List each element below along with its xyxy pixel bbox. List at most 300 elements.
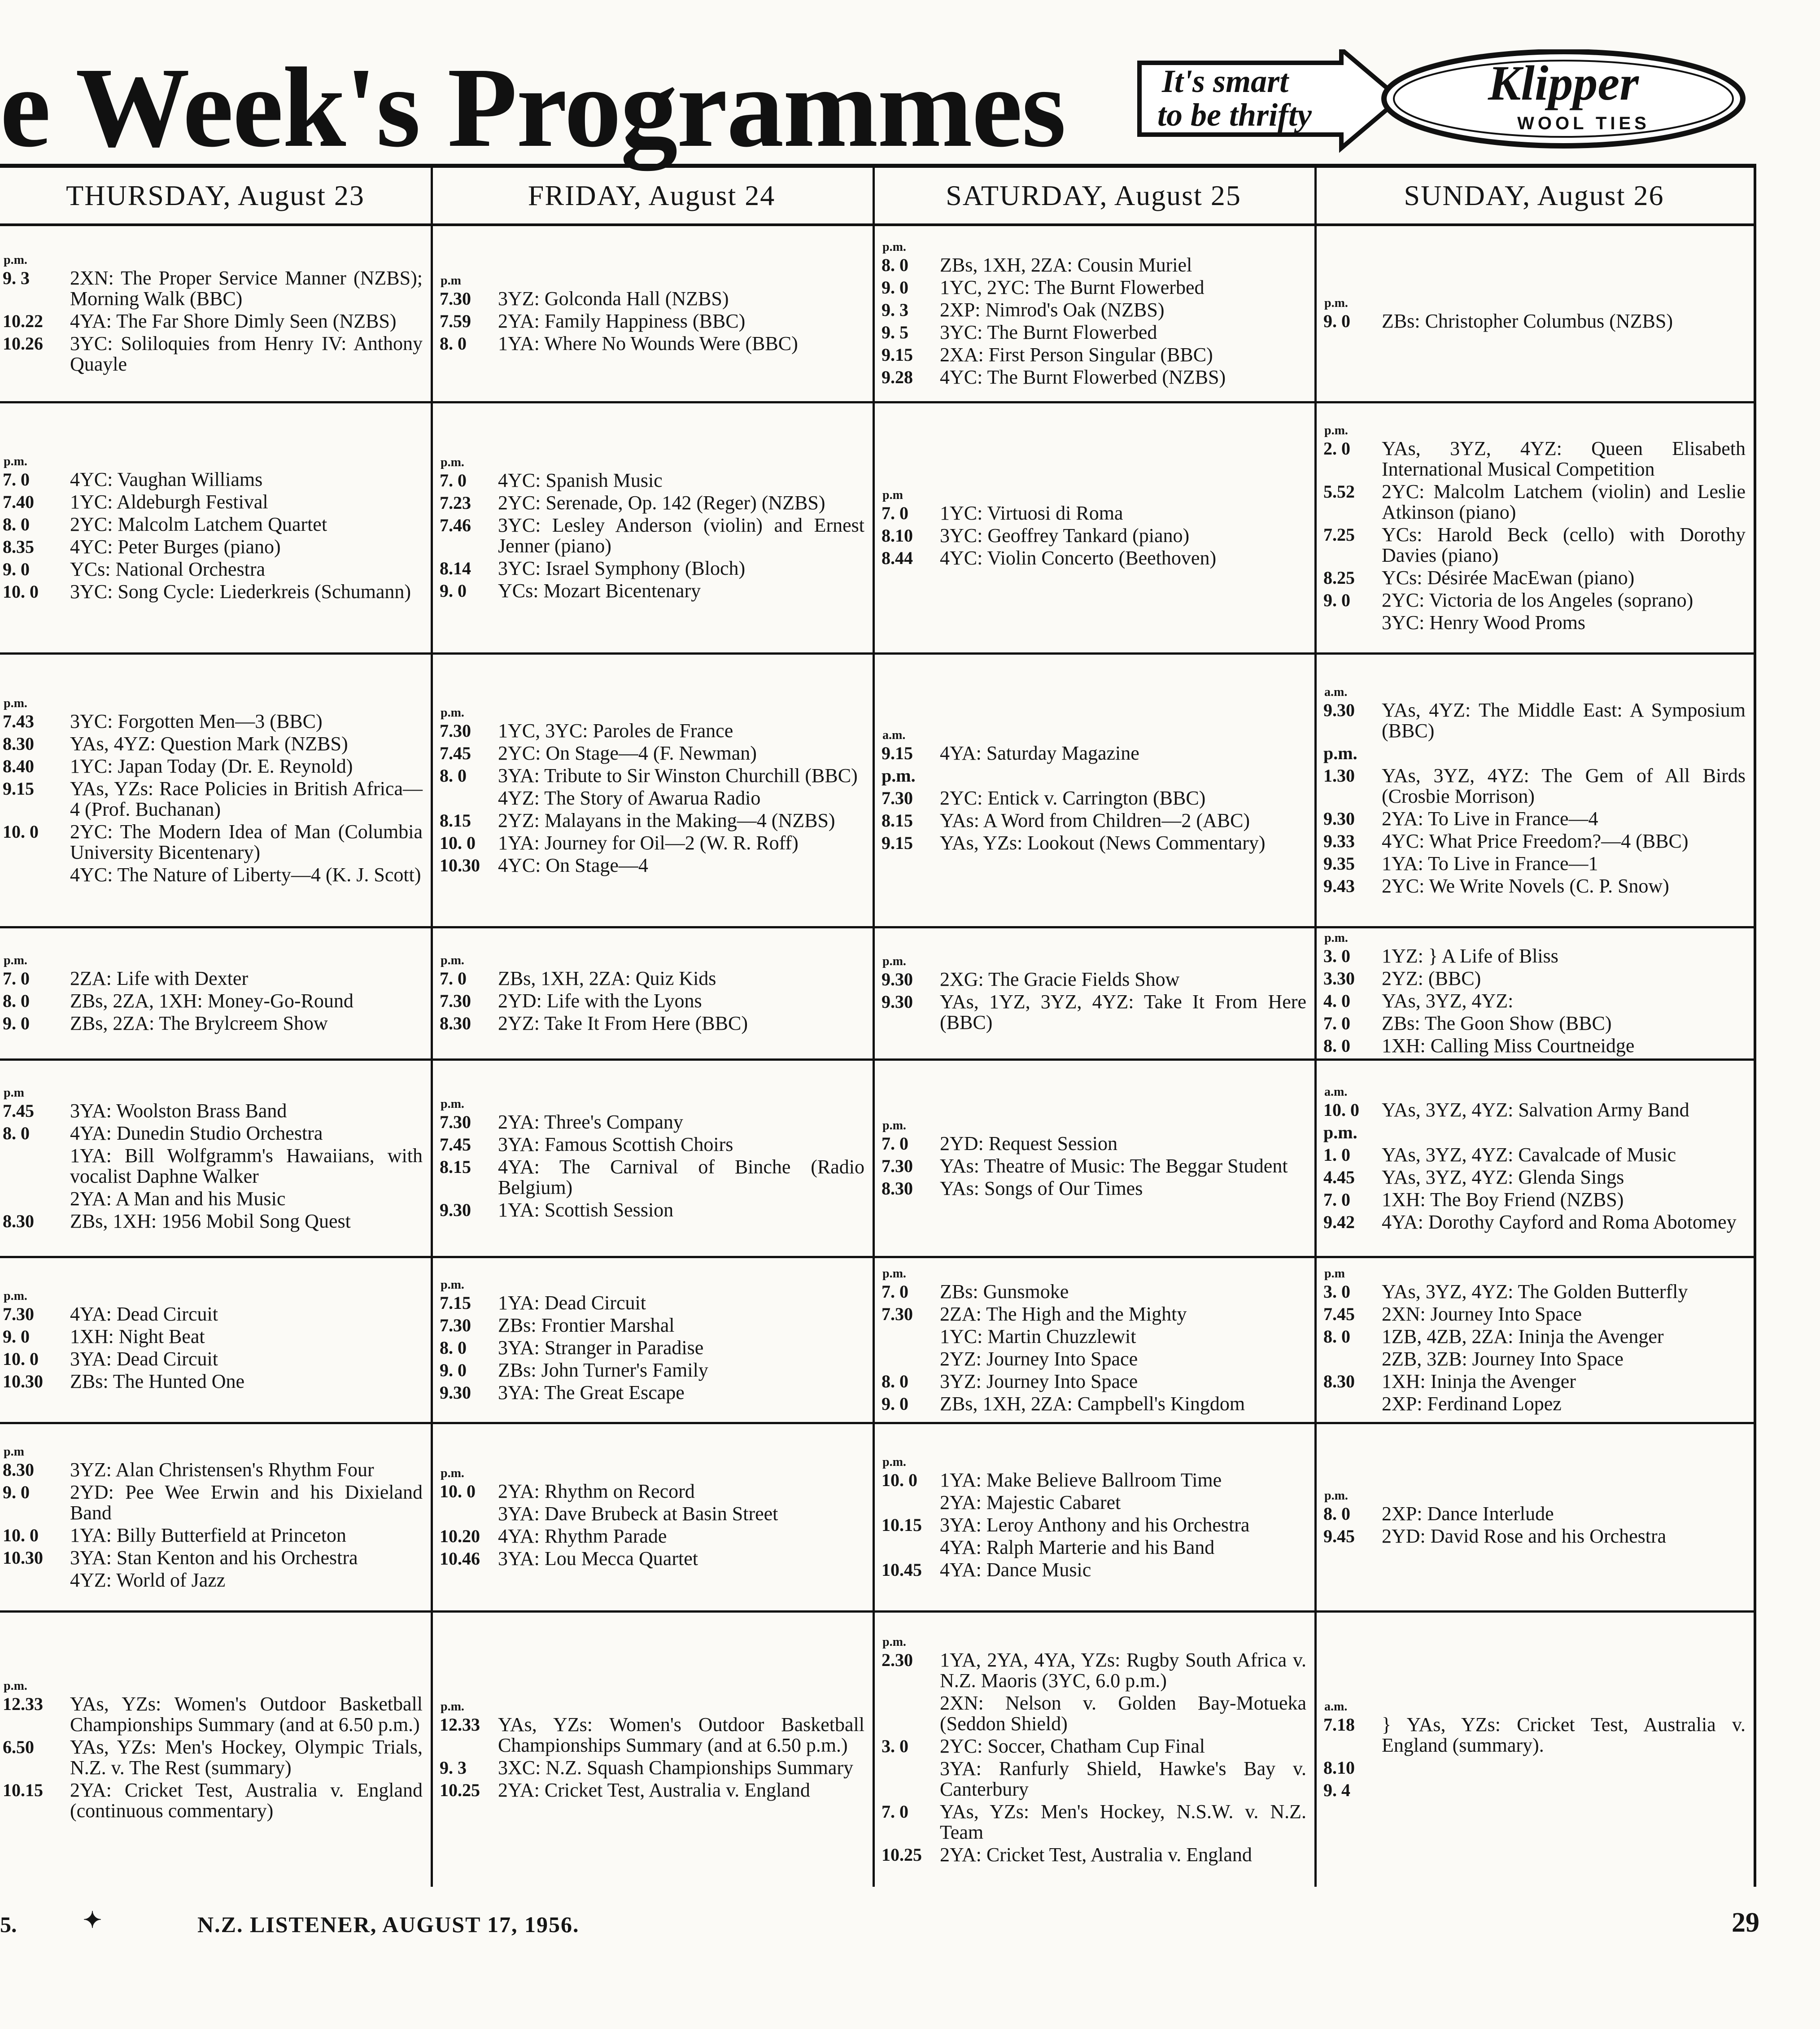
programme-time: 9.30	[440, 1199, 471, 1220]
programme-time: 8.30	[3, 1211, 34, 1231]
programme-description: ZBs, 1XH, 2ZA: Campbell's Kingdom	[940, 1392, 1245, 1415]
programme-time: 9.30	[882, 992, 913, 1012]
programme-time: 7.45	[3, 1100, 34, 1121]
programme-entry	[882, 810, 1306, 831]
programme-description: 3XC: N.Z. Squash Championships Summary	[498, 1756, 854, 1779]
programme-time: 7.18	[1323, 1714, 1355, 1735]
programme-time: 2. 0	[1323, 438, 1350, 459]
programme-time: 1. 0	[1323, 1144, 1350, 1165]
programme-entry	[440, 1157, 864, 1198]
programme-description: 1ZB, 4ZB, 2ZA: Ininja the Avenger	[1382, 1325, 1664, 1347]
programme-cell	[1314, 403, 1754, 655]
programme-description: YAs, 4YZ: The Middle East: A Symposium (BBC)	[1382, 699, 1746, 742]
programme-time: 9. 0	[440, 1360, 467, 1380]
programme-entry	[1323, 765, 1746, 807]
programme-description: YCs: Harold Beck (cello) with Dorothy Davies (piano)	[1382, 523, 1746, 566]
programme-entry	[3, 1548, 423, 1568]
programme-description: ZBs, 1XH: 1956 Mobil Song Quest	[70, 1210, 351, 1232]
programme-entry	[3, 1694, 423, 1735]
programme-description: 1YA: To Live in France—1	[1382, 852, 1598, 875]
programme-description: 2YA: Cricket Test, Australia v. England	[498, 1779, 810, 1801]
programme-time: 7. 0	[1323, 1013, 1350, 1033]
programme-description: 4YZ: World of Jazz	[70, 1569, 226, 1591]
programme-time: 10.20	[440, 1526, 480, 1546]
programme-entry	[882, 1133, 1306, 1154]
programme-description: 2XN: Journey Into Space	[1382, 1303, 1582, 1325]
programme-entry	[3, 1304, 423, 1325]
programme-entry	[1323, 743, 1746, 764]
programme-cell	[0, 655, 431, 928]
programme-entry	[1323, 1758, 1746, 1778]
programme-time: 9. 0	[440, 580, 467, 601]
programme-time: 7.30	[440, 1111, 471, 1132]
programme-time: 8. 0	[882, 1371, 908, 1391]
day-header: SUNDAY, August 26	[1314, 168, 1754, 226]
programme-time: 10.15	[882, 1514, 922, 1535]
time-period-label: p.m.	[1324, 423, 1348, 437]
programme-description: 2YD: David Rose and his Orchestra	[1382, 1525, 1667, 1547]
programme-entry	[882, 1178, 1306, 1199]
programme-entry	[3, 268, 423, 309]
programme-entry	[3, 1211, 423, 1232]
programme-entry	[882, 367, 1306, 388]
programme-time: 7.30	[882, 787, 913, 808]
programme-entry	[440, 1112, 864, 1133]
programme-entry	[3, 756, 423, 777]
programme-cell	[873, 1613, 1314, 1887]
programme-description: 2YZ: Malayans in the Making—4 (NZBS)	[498, 809, 835, 831]
programme-description: 4YA: The Far Shore Dimly Seen (NZBS)	[70, 310, 397, 332]
programme-time: 7. 0	[3, 469, 30, 490]
programme-time: 10. 0	[3, 581, 39, 602]
programme-time: 10.26	[3, 333, 43, 354]
programme-description: 4YA: Dance Music	[940, 1558, 1091, 1581]
programme-time: 8. 0	[3, 991, 30, 1011]
programme-entry	[1323, 1780, 1746, 1801]
programme-entry	[882, 833, 1306, 853]
programme-entry	[1323, 1714, 1746, 1756]
programme-description: YAs: A Word from Children—2 (ABC)	[940, 809, 1250, 831]
programme-time: 8.30	[440, 1013, 471, 1033]
programme-entry	[882, 1650, 1306, 1691]
programme-description: 3YA: Tribute to Sir Winston Churchill (BBC)	[498, 764, 858, 787]
programme-cell	[431, 226, 873, 403]
programme-description: 2YD: Pee Wee Erwin and his Dixieland Band	[70, 1481, 423, 1524]
ad-slogan-line2: to be thrifty	[1157, 97, 1312, 133]
programme-entry	[440, 1504, 864, 1524]
programme-description: 2YA: Cricket Test, Australia v. England (continuous commentary)	[70, 1779, 423, 1822]
programme-time: 10.45	[882, 1559, 922, 1580]
programme-description: 1YA, 2YA, 4YA, YZs: Rugby South Africa v. N.Z. Maoris (3YC, 6.0 p.m.)	[940, 1649, 1306, 1692]
programme-entry	[440, 721, 864, 741]
programme-entry	[3, 537, 423, 557]
klipper-ad-graphic	[1130, 49, 1759, 162]
programme-time: 7. 0	[882, 1133, 908, 1154]
programme-entry	[440, 515, 864, 556]
programme-entry	[882, 992, 1306, 1033]
programme-time: 10. 0	[440, 1481, 476, 1501]
programme-time: 9. 4	[1323, 1780, 1350, 1800]
programme-time: 9.30	[882, 969, 913, 989]
programme-entry	[440, 765, 864, 786]
programme-description: 2YA: Family Happiness (BBC)	[498, 310, 746, 332]
time-period-label: p.m.	[441, 1277, 464, 1292]
programme-description: 4YC: Vaughan Williams	[70, 468, 263, 490]
programme-time: 7. 0	[1323, 1189, 1350, 1210]
footer-masthead: N.Z. LISTENER, AUGUST 17, 1956.	[197, 1912, 580, 1937]
programme-time: 7.15	[440, 1292, 471, 1313]
programme-time: 7.30	[882, 1303, 913, 1324]
programme-time: 9.33	[1323, 831, 1355, 851]
time-period-label: p.m.	[1324, 296, 1348, 310]
programme-entry	[882, 969, 1306, 990]
programme-entry	[1323, 876, 1746, 896]
programme-entry	[882, 525, 1306, 546]
day-column-friday	[431, 168, 875, 1887]
programme-description: 4YC: Violin Concerto (Beethoven)	[940, 547, 1217, 569]
programme-entry	[3, 1123, 423, 1144]
programme-time: 5.52	[1323, 481, 1355, 502]
programme-time: 10.15	[3, 1780, 43, 1800]
programme-time: 9. 3	[3, 268, 30, 288]
page-footer	[0, 1902, 1820, 1947]
programme-description: ZBs, 1XH, 2ZA: Quiz Kids	[498, 967, 716, 989]
programme-entry	[1323, 831, 1746, 852]
programme-description: 4YC: Spanish Music	[498, 469, 663, 491]
programme-description: YCs: Mozart Bicentenary	[498, 579, 701, 602]
programme-description: 4YA: Dead Circuit	[70, 1303, 218, 1325]
programme-description: 1YA: Bill Wolfgramm's Hawaiians, with vocalist Daphne Walker	[70, 1144, 423, 1187]
programme-entry	[882, 1758, 1306, 1800]
programme-entry	[1323, 1189, 1746, 1210]
programme-description: YAs, 3YZ, 4YZ:	[1382, 990, 1514, 1012]
programme-entry	[440, 311, 864, 332]
programme-time: p.m.	[1323, 1122, 1357, 1142]
programme-entry	[440, 1548, 864, 1569]
programme-entry	[882, 1492, 1306, 1513]
programme-entry	[3, 1525, 423, 1546]
programme-time: 8.35	[3, 536, 34, 557]
programme-time: 9.15	[3, 778, 34, 799]
programme-entry	[440, 289, 864, 309]
programme-description: 2YA: A Man and his Music	[70, 1187, 286, 1210]
programme-description: 4YA: The Carnival of Binche (Radio Belgium)	[498, 1155, 864, 1198]
programme-description: 2YZ: Journey Into Space	[940, 1347, 1138, 1370]
programme-entry	[882, 322, 1306, 343]
programme-time: 8.10	[882, 525, 913, 546]
programme-description: 4YC: What Price Freedom?—4 (BBC)	[1382, 830, 1689, 852]
programme-time: 8. 0	[1323, 1503, 1350, 1524]
programme-cell	[0, 928, 431, 1061]
programme-time: 9.43	[1323, 875, 1355, 896]
programme-time: 9. 3	[440, 1757, 467, 1778]
klipper-ad	[1130, 49, 1759, 162]
programme-cell	[0, 1613, 431, 1887]
programme-time: 7.23	[440, 492, 471, 513]
programme-description: 2YA: Majestic Cabaret	[940, 1491, 1121, 1513]
programme-description: 4YA: Dorothy Cayford and Roma Abotomey	[1382, 1211, 1737, 1233]
programme-description: 4YC: The Nature of Liberty—4 (K. J. Scott)	[70, 863, 421, 886]
programme-entry	[440, 1200, 864, 1220]
programme-entry	[3, 311, 423, 332]
programme-cell	[431, 655, 873, 928]
programme-entry	[882, 1326, 1306, 1347]
time-period-label: p.m.	[882, 954, 906, 968]
programme-description: ZBs, 1XH, 2ZA: Cousin Muriel	[940, 254, 1192, 276]
programme-description: 3YC: Israel Symphony (Bloch)	[498, 557, 746, 579]
programme-time: 7.30	[440, 720, 471, 741]
programme-time: 10.22	[3, 311, 43, 331]
programme-entry	[440, 1293, 864, 1313]
time-period-label: p.m.	[441, 455, 464, 469]
programme-cell	[1314, 1061, 1754, 1258]
programme-description: 2YC: Malcolm Latchem Quartet	[70, 513, 327, 535]
programme-entry	[440, 558, 864, 579]
programme-time: 8.25	[1323, 567, 1355, 588]
programme-time: 9. 0	[3, 1482, 30, 1502]
programme-entry	[1323, 1122, 1746, 1143]
programme-description: YAs, YZs: Lookout (News Commentary)	[940, 831, 1266, 854]
programme-entry	[1323, 946, 1746, 966]
programme-description: 3YZ: Journey Into Space	[940, 1370, 1138, 1392]
programme-time: 10.25	[440, 1780, 480, 1800]
programme-time: 9.15	[882, 743, 913, 763]
programme-description: YAs, YZs: Men's Hockey, Olympic Trials, N.Z. v. The Rest (summary)	[70, 1736, 423, 1779]
time-period-label: p.m.	[441, 1466, 464, 1480]
programme-time: 8. 0	[3, 1123, 30, 1143]
programme-entry	[1323, 1326, 1746, 1347]
programme-description: 2XG: The Gracie Fields Show	[940, 968, 1180, 990]
programme-description: 4YA: Dunedin Studio Orchestra	[70, 1122, 323, 1144]
programme-entry	[440, 581, 864, 601]
programme-time: 7. 0	[440, 968, 467, 988]
day-header: SATURDAY, August 25	[873, 168, 1314, 226]
programme-entry	[1323, 1304, 1746, 1325]
time-period-label: p.m.	[4, 1679, 27, 1693]
programme-entry	[882, 765, 1306, 786]
ad-brand: Klipper	[1488, 56, 1639, 110]
programme-description: 3YA: Ranfurly Shield, Hawke's Bay v. Canterbury	[940, 1757, 1306, 1800]
programme-entry	[882, 1845, 1306, 1865]
programme-entry	[3, 333, 423, 375]
programme-time: 10. 0	[440, 832, 476, 853]
time-period-label: p.m	[4, 1085, 24, 1100]
programme-time: 8.30	[882, 1178, 913, 1198]
programme-description: 1YC: Japan Today (Dr. E. Reynold)	[70, 755, 353, 777]
programme-entry	[1323, 991, 1746, 1011]
programme-description: 2YC: We Write Novels (C. P. Snow)	[1382, 875, 1669, 897]
time-period-label: a.m.	[882, 728, 906, 742]
programme-description: 2ZA: The High and the Mighty	[940, 1303, 1187, 1325]
programme-entry	[1323, 809, 1746, 829]
programme-time: 10.25	[882, 1844, 922, 1865]
programme-cell	[873, 1061, 1314, 1258]
programme-entry	[882, 255, 1306, 275]
programme-time: 8. 0	[1323, 1326, 1350, 1347]
programme-time: 7.59	[440, 311, 471, 331]
programme-description: 3YZ: Alan Christensen's Rhythm Four	[70, 1458, 374, 1481]
programme-description: YAs, 3YZ, 4YZ: The Gem of All Birds (Crosbie Morrison)	[1382, 764, 1746, 807]
programme-entry	[440, 991, 864, 1011]
programme-description: YAs: Songs of Our Times	[940, 1177, 1143, 1199]
programme-description: 2YC: The Modern Idea of Man (Columbia University Bicentenary)	[70, 820, 423, 863]
programme-time: 8.14	[440, 558, 471, 578]
programme-time: 10. 0	[882, 1469, 917, 1490]
programme-time: 7. 0	[882, 503, 908, 523]
time-period-label: p.m.	[4, 454, 27, 468]
programme-cell	[1314, 226, 1754, 403]
programme-entry	[1323, 612, 1746, 633]
programme-description: 1YA: Journey for Oil—2 (W. R. Roff)	[498, 831, 799, 854]
programme-entry	[440, 1338, 864, 1358]
programme-time: 7. 0	[882, 1281, 908, 1302]
programme-time: 2.30	[882, 1649, 913, 1670]
time-period-label: p.m.	[1324, 931, 1348, 945]
programme-time: 8. 0	[1323, 1036, 1350, 1056]
programme-description: YAs, 3YZ, 4YZ: The Golden Butterfly	[1382, 1280, 1688, 1303]
programme-entry	[882, 1371, 1306, 1392]
programme-entry	[1323, 1036, 1746, 1056]
day-column-thursday	[0, 168, 433, 1887]
programme-time: 8.30	[1323, 1371, 1355, 1391]
programme-description: 2ZA: Life with Dexter	[70, 967, 249, 989]
time-period-label: p.m.	[441, 1699, 464, 1714]
programme-time: 10.30	[440, 855, 480, 875]
programme-time: 9.15	[882, 832, 913, 853]
programme-time: 7.30	[440, 1315, 471, 1335]
programme-entry	[3, 1570, 423, 1591]
programme-cell	[873, 1258, 1314, 1424]
programme-entry	[1323, 568, 1746, 588]
programme-description: 3YC: The Burnt Flowerbed	[940, 321, 1157, 343]
programme-entry	[3, 1146, 423, 1187]
programme-description: 1YC: Martin Chuzzlewit	[940, 1325, 1136, 1347]
programme-time: 8. 0	[440, 765, 467, 786]
programme-cell	[873, 226, 1314, 403]
programme-entry	[882, 1802, 1306, 1843]
programme-description: 3YA: Famous Scottish Choirs	[498, 1133, 733, 1155]
programme-description: 2YA: Three's Company	[498, 1111, 683, 1133]
programme-entry	[882, 1693, 1306, 1734]
programme-description: YAs, YZs: Men's Hockey, N.S.W. v. N.Z. Team	[940, 1800, 1306, 1843]
programme-entry	[1323, 1349, 1746, 1369]
programme-cell	[0, 403, 431, 655]
programme-time: 9.30	[1323, 808, 1355, 829]
programme-time: 1.30	[1323, 765, 1355, 786]
programme-cell	[1314, 655, 1754, 928]
programme-description: ZBs: Frontier Marshal	[498, 1314, 675, 1336]
footer-ornament: ✦	[83, 1907, 102, 1933]
programme-description: 2YC: Entick v. Carrington (BBC)	[940, 787, 1206, 809]
programme-time: 9. 3	[882, 300, 908, 320]
programme-description: YAs, 3YZ, 4YZ: Cavalcade of Music	[1382, 1143, 1676, 1166]
programme-time: 9.45	[1323, 1526, 1355, 1546]
programme-entry	[440, 1360, 864, 1381]
programme-entry	[3, 1101, 423, 1121]
programme-cell	[1314, 1424, 1754, 1613]
programme-entry	[3, 1780, 423, 1821]
programme-entry	[1323, 1281, 1746, 1302]
programme-description: ZBs: The Hunted One	[70, 1370, 245, 1392]
programme-entry	[440, 1013, 864, 1034]
programme-description: 2YC: Soccer, Chatham Cup Final	[940, 1735, 1205, 1757]
programme-time: 8.30	[3, 1459, 34, 1480]
programme-cell	[431, 928, 873, 1061]
programme-entry	[3, 991, 423, 1011]
day-column-sunday	[1314, 168, 1754, 1887]
day-column-saturday	[873, 168, 1317, 1887]
programme-cell	[0, 1061, 431, 1258]
programme-description: ZBs: The Goon Show (BBC)	[1382, 1012, 1612, 1034]
time-period-label: p.m.	[882, 240, 906, 254]
day-header: FRIDAY, August 24	[431, 168, 873, 226]
programme-description: 3YA: Woolston Brass Band	[70, 1099, 287, 1122]
programme-entry	[882, 1304, 1306, 1325]
programme-description: 3YA: Dave Brubeck at Basin Street	[498, 1502, 778, 1525]
programme-description: YAs: Theatre of Music: The Beggar Student	[940, 1154, 1288, 1177]
programme-entry	[1323, 1100, 1746, 1120]
programme-time: 4. 0	[1323, 991, 1350, 1011]
programme-entry	[3, 1349, 423, 1369]
programme-entry	[440, 1714, 864, 1756]
programme-entry	[3, 1737, 423, 1778]
programme-entry	[440, 810, 864, 831]
page-title: e Week's Programmes	[0, 44, 1065, 171]
programme-entry	[882, 788, 1306, 809]
programme-time: 10. 0	[3, 1348, 39, 1369]
programme-description: 3YA: Leroy Anthony and his Orchestra	[940, 1513, 1250, 1536]
programme-entry	[440, 833, 864, 853]
programme-entry	[440, 1134, 864, 1155]
programme-entry	[440, 470, 864, 491]
programme-entry	[1323, 1013, 1746, 1034]
programme-time: 9.28	[882, 367, 913, 387]
programme-entry	[882, 503, 1306, 524]
programme-entry	[440, 1382, 864, 1403]
programme-cell	[431, 1258, 873, 1424]
programme-description: } YAs, YZs: Cricket Test, Australia v. England (summary).	[1382, 1713, 1746, 1756]
programme-description: 1XH: Night Beat	[70, 1325, 205, 1347]
programme-time: 9.30	[1323, 700, 1355, 720]
time-period-label: a.m.	[1324, 1084, 1348, 1099]
programme-description: 1XH: Ininja the Avenger	[1382, 1370, 1576, 1392]
programme-description: 2YA: Cricket Test, Australia v. England	[940, 1843, 1252, 1866]
programme-description: 2YZ: Take It From Here (BBC)	[498, 1012, 748, 1034]
programme-description: 2XP: Ferdinand Lopez	[1382, 1392, 1562, 1415]
programme-entry	[1323, 1145, 1746, 1165]
programme-cell	[0, 1424, 431, 1613]
programme-entry	[3, 582, 423, 602]
programme-time: 7.25	[1323, 524, 1355, 545]
programme-description: 4YC: On Stage—4	[498, 854, 648, 876]
programme-description: 4YA: Rhythm Parade	[498, 1525, 667, 1547]
programme-entry	[1323, 1371, 1746, 1392]
programme-entry	[882, 1515, 1306, 1535]
time-period-label: p.m	[882, 488, 903, 502]
programme-entry	[3, 514, 423, 535]
programme-description: 2YD: Request Session	[940, 1132, 1117, 1154]
programme-time: 10. 0	[3, 1525, 39, 1545]
programme-entry	[1323, 1394, 1746, 1414]
programme-entry	[3, 711, 423, 732]
programme-description: 1YA: Dead Circuit	[498, 1291, 646, 1314]
programme-description: 2YC: Serenade, Op. 142 (Reger) (NZBS)	[498, 491, 825, 514]
programme-description: 2YC: On Stage—4 (F. Newman)	[498, 742, 757, 764]
programme-description: YAs, YZs: Race Policies in British Africa—4 (Prof. Buchanan)	[70, 777, 423, 820]
programme-entry	[882, 1394, 1306, 1414]
programme-entry	[1323, 1504, 1746, 1524]
programme-description: 2XP: Nimrod's Oak (NZBS)	[940, 299, 1165, 321]
